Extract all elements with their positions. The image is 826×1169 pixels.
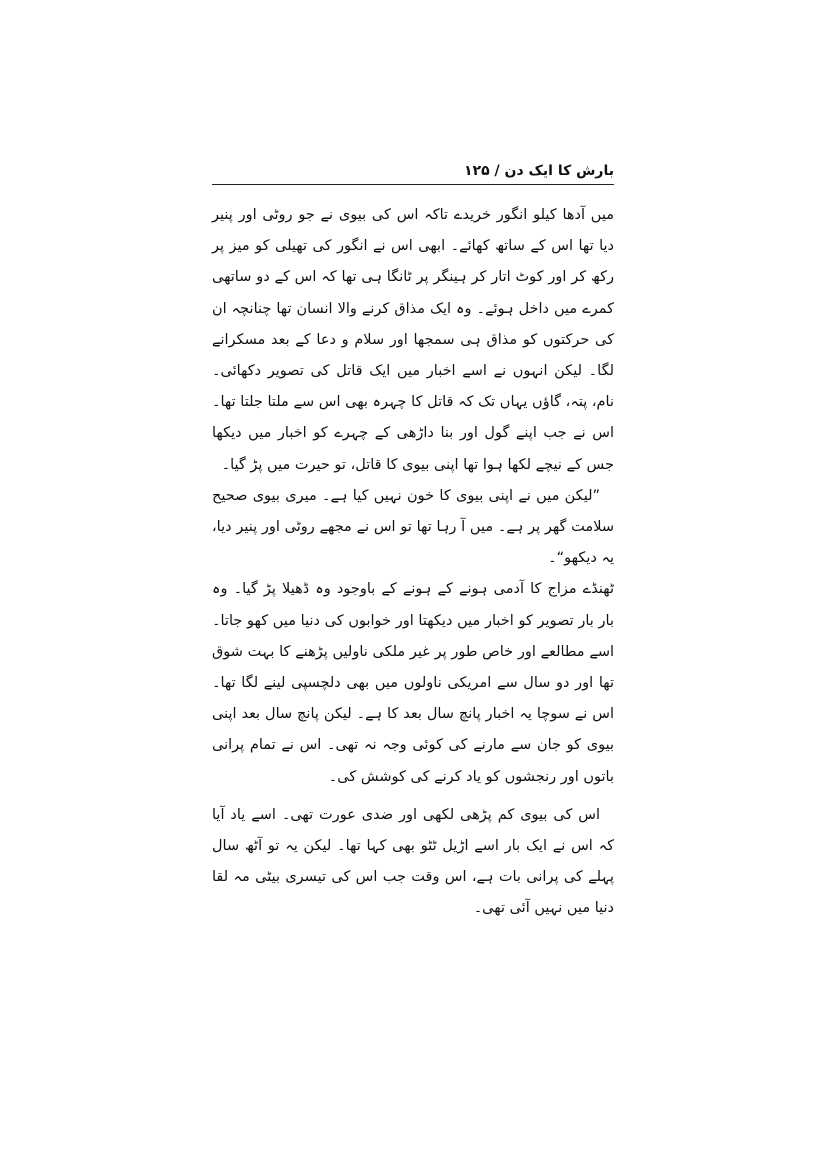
header-divider [212, 184, 614, 185]
paragraph-2: ”لیکن میں نے اپنی بیوی کا خون نہیں کیا ہے۔ میری بیوی صحیح سلامت گھر پر ہے۔ میں آ رہا تھا تو اس نے مجھے روٹی اور پنیر دیا، یہ دیکھو“۔ [212, 487, 614, 567]
paragraph-4: اس کی بیوی کم پڑھی لکھی اور ضدی عورت تھی۔ اسے یاد آیا کہ اس نے ایک بار اسے اڑیل ٹٹو بھی کہا تھا۔ لیکن یہ تو آٹھ سال پہلے کی پرانی بات ہے، اس وقت جب اس کی تیسری بیٹی مہ لقا دنیا میں نہیں آئی تھی۔ [212, 806, 614, 917]
paragraph-3: ٹھنڈے مزاج کا آدمی ہونے کے ہونے کے باوجود وہ ڈھیلا پڑ گیا۔ وہ بار بار تصویر کو اخبار میں دیکھتا اور خوابوں کی دنیا میں کھو جاتا۔ اسے مطالعے اور خاص طور پر غیر ملکی ناولیں پڑھنے کا بہت شوق تھا اور دو سال سے امریکی ناولوں میں بھی دلچسپی لینے لگا تھا۔ اس نے سوچا یہ اخبار پانچ سال بعد کا ہے۔ لیکن پانچ سال بعد اپنی بیوی کو جان سے مارنے کی کوئی وجہ نہ تھی۔ اس نے تمام پرانی باتوں اور رنجشوں کو یاد کرنے کی کوشش کی۔ [212, 581, 614, 785]
paragraph-1: میں آدھا کیلو انگور خریدے تاکہ اس کی بیوی نے جو روٹی اور پنیر دیا تھا اس کے ساتھ کھائے۔ ابھی اس نے انگور کی تھیلی کو میز پر رکھ کر اور کوٹ اتار کر ہینگر پر ٹانگا ہی تھا کہ اس کے دو ساتھی کمرے میں داخل ہوئے۔ وہ ایک مذاق کرنے والا انسان تھا چنانچہ ان کی حرکتوں کو مذاق ہی سمجھا اور سلام و دعا کے بعد مسکرانے لگا۔ لیکن انہوں نے اسے اخبار میں ایک قاتل کی تصویر دکھائی۔ نام، پتہ، گاؤں یہاں تک کہ قاتل کا چہرہ بھی اس سے ملتا جلتا تھا۔ اس نے جب اپنے گول اور بنا داڑھی کے چہرے کو اخبار میں دیکھا جس کے نیچے لکھا ہوا تھا اپنی بیوی کا قاتل، تو حیرت میں پڑ گیا۔ [212, 207, 614, 473]
running-header: بارش کا ایک دن / ۱۲۵ [464, 163, 614, 179]
body-text [212, 200, 614, 925]
